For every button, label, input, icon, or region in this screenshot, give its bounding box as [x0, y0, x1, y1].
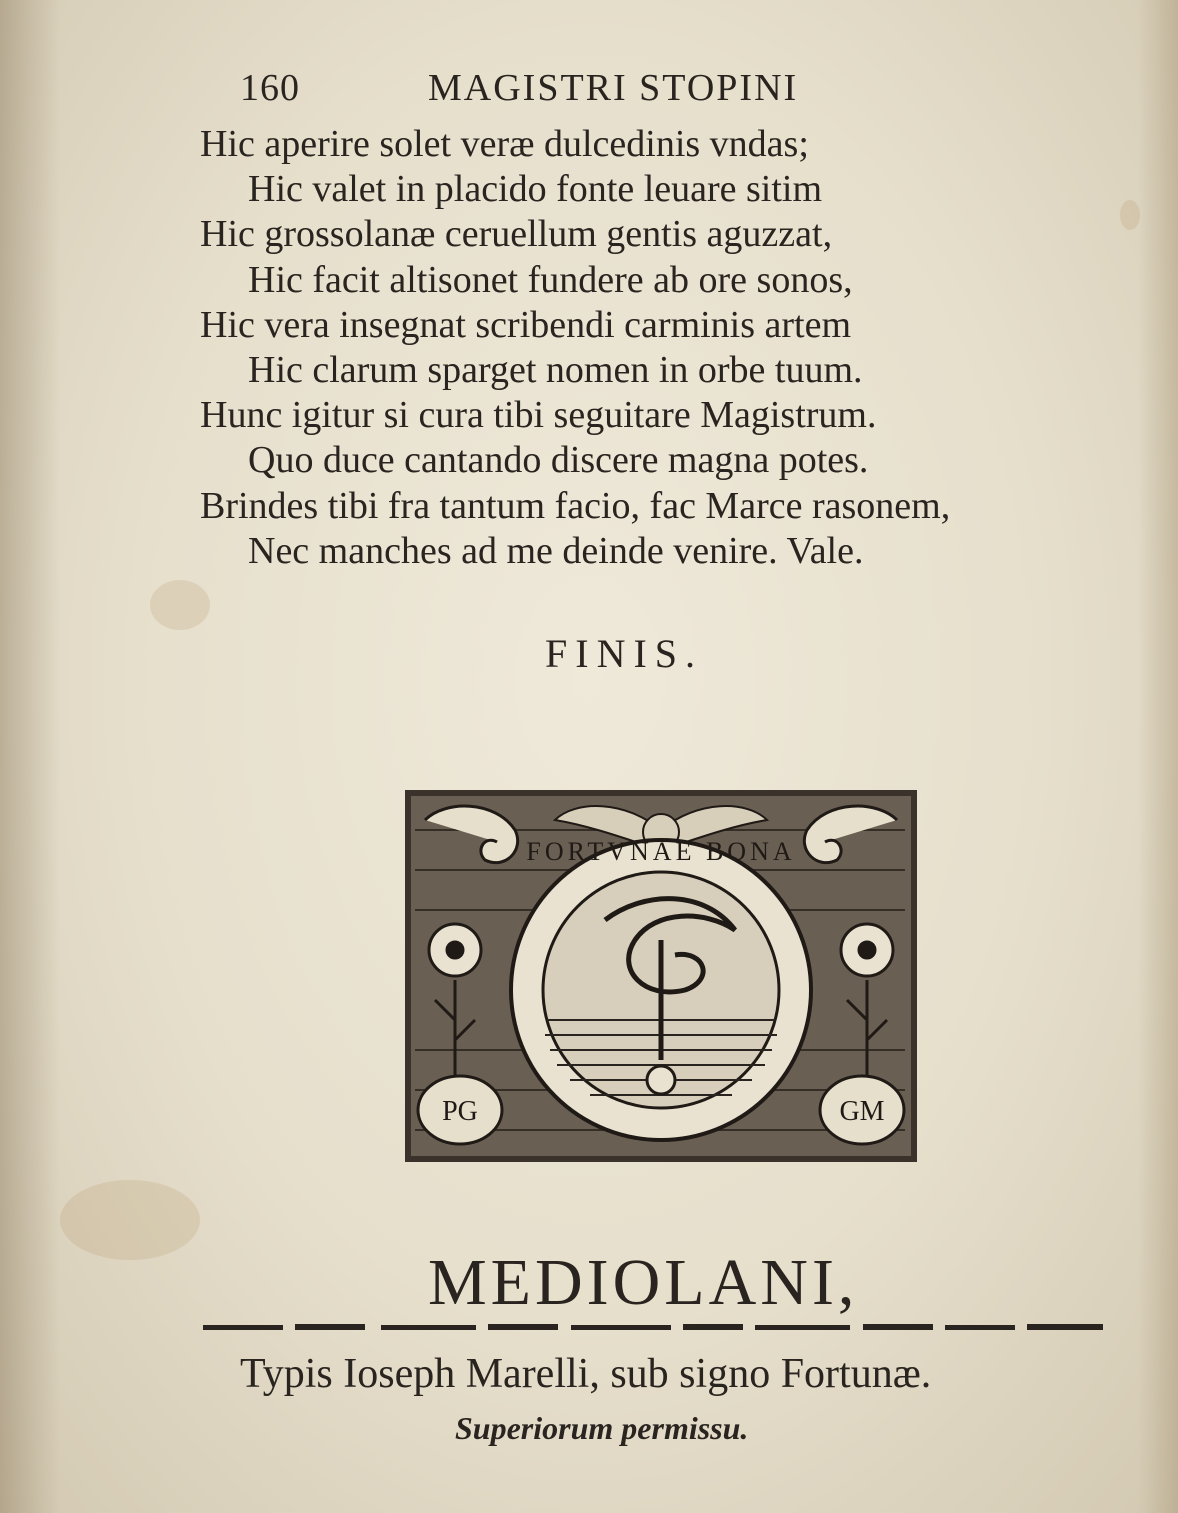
verse-line: Hunc igitur si cura tibi seguitare Magistrum.	[200, 394, 877, 437]
running-title: MAGISTRI STOPINI	[428, 67, 799, 109]
verse-line: Quo duce cantando discere magna potes.	[248, 439, 869, 482]
left-edge-shadow	[0, 0, 60, 1513]
verse-line: Hic aperire solet veræ dulcedinis vndas;	[200, 123, 809, 165]
verse-line: Hic facit altisonet fundere ab ore sonos,	[248, 258, 853, 301]
running-header	[240, 66, 880, 116]
verse-line: Hic valet in placido fonte leuare sitim	[248, 168, 823, 211]
verse-line: Brindes tibi fra tantum facio, fac Marce rasonem,	[200, 484, 951, 527]
page-number: 160	[240, 67, 300, 109]
license-line: Superiorum permissu.	[455, 1410, 749, 1446]
poem-verses	[200, 122, 1100, 574]
imprint-city: MEDIOLANI,	[428, 1246, 859, 1319]
foxing-stain	[150, 580, 210, 630]
printer-imprint: Typis Ioseph Marelli, sub signo Fortunæ.	[240, 1351, 932, 1397]
verse-line: Hic grossolanæ ceruellum gentis aguzzat,	[200, 213, 833, 256]
globe-icon	[647, 1066, 675, 1094]
verse-line: Nec manches ad me deinde venire. Vale.	[248, 529, 864, 572]
right-edge-shadow	[1138, 0, 1178, 1513]
printers-device-woodcut	[405, 790, 917, 1162]
finis-heading: FINIS.	[545, 631, 704, 676]
foxing-stain	[1120, 200, 1140, 230]
ornamental-rule	[203, 1320, 1103, 1334]
left-monogram: PG	[442, 1096, 478, 1127]
right-monogram: GM	[839, 1096, 885, 1127]
foxing-stain	[60, 1180, 200, 1260]
verse-line: Hic clarum sparget nomen in orbe tuum.	[248, 348, 863, 391]
verse-line: Hic vera insegnat scribendi carminis artem	[200, 303, 852, 346]
motto-text: FORTVNAE BONA	[526, 837, 796, 866]
